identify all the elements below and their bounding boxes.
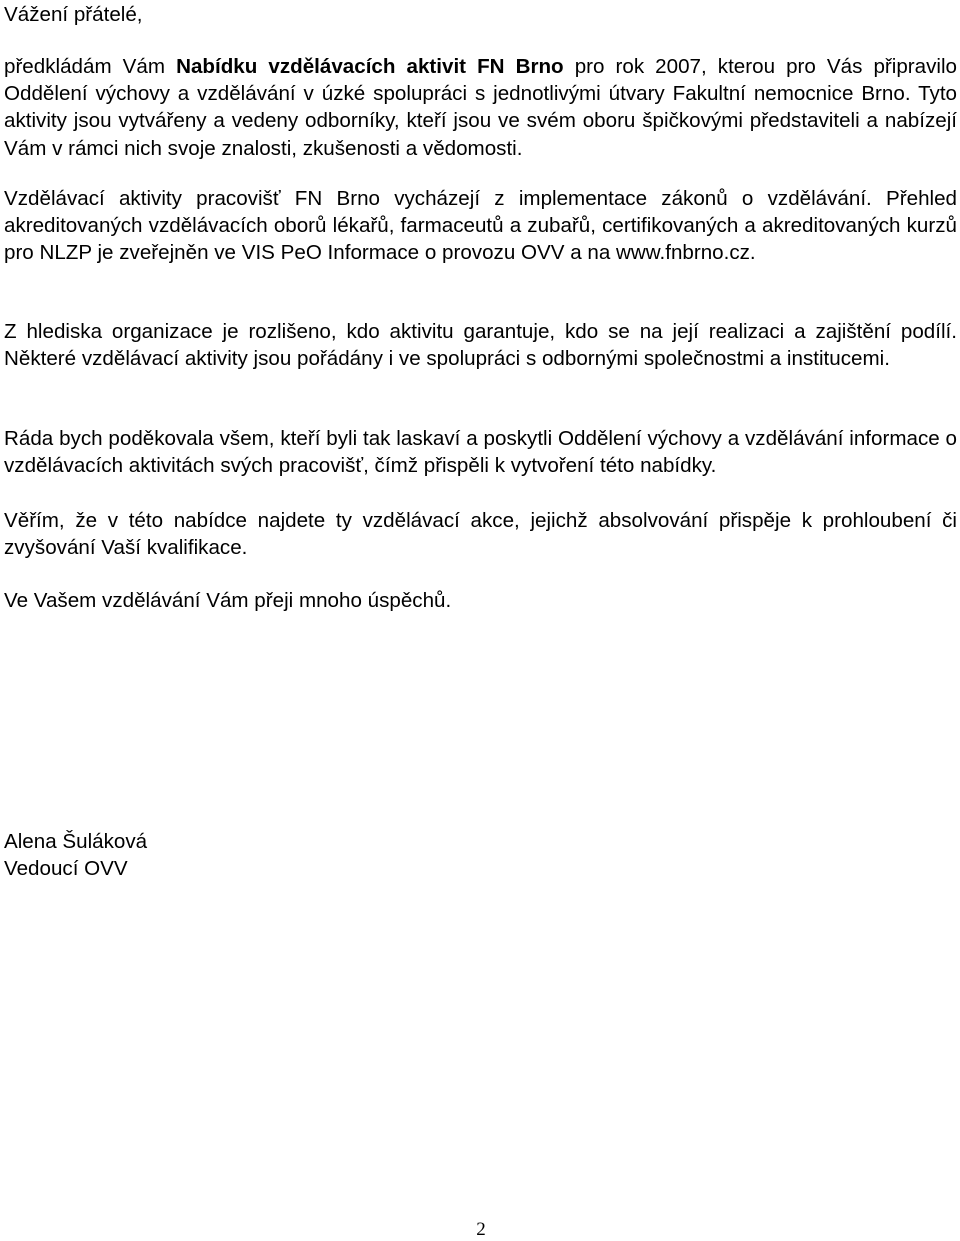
page-number: 2 — [476, 1219, 486, 1240]
signature-name: Alena Šuláková — [4, 830, 148, 853]
signature-title: Vedoucí OVV — [4, 857, 128, 881]
paragraph-organization: Z hlediska organizace je rozlišeno, kdo aktivitu garantuje, kdo se na její realizaci a zajištění podílí. Některé vzdělávací aktivity jsou pořádány i ve spolupráci s odbornými společnostmi a institucemi. — [4, 320, 957, 371]
paragraph-wish: Věřím, že v této nabídce najdete ty vzdělávací akce, jejichž absolvování přispěje k prohloubení či zvyšování Vaší kvalifikace. — [4, 509, 957, 560]
intro-lead-text: předkládám Vám — [4, 55, 177, 78]
paragraph-closing: Ve Vašem vzdělávání Vám přeji mnoho úspěchů. — [4, 589, 452, 612]
paragraph-thanks: Ráda bych poděkovala všem, kteří byli tak laskaví a poskytli Oddělení výchovy a vzdělávání informace o vzdělávacích aktivitách svých pracovišť, čímž přispěli k vytvoření této nabídky. — [4, 427, 957, 478]
salutation: Vážení přátelé, — [4, 3, 143, 26]
intro-rest-text: pro rok 2007, kterou pro Vás připravilo Oddělení výchovy a vzdělávání v úzké spolupráci s jednotlivými útvary Fakultní nemocnice Brno. Tyto aktivity jsou vytvářeny a vedeny odborníky, kteří jsou ve svém oboru špičkovými představiteli a nabízejí Vám v rámci nich svoje znalosti, zkušenosti a vědomosti. — [4, 55, 957, 160]
offer-title: Nabídku vzdělávacích aktivit FN Brno — [176, 55, 564, 78]
signature-block — [4, 828, 147, 882]
paragraph-intro — [4, 53, 957, 162]
paragraph-legislation: Vzdělávací aktivity pracovišť FN Brno vycházejí z implementace zákonů o vzdělávání. Přehled akreditovaných vzdělávacích oborů lékařů, farmaceutů a zubařů, certifikovaných a akreditovaných kurzů pro NLZP je zveřejněn ve VIS PeO Informace o provozu OVV a na www.fnbrno.cz. — [4, 187, 957, 265]
